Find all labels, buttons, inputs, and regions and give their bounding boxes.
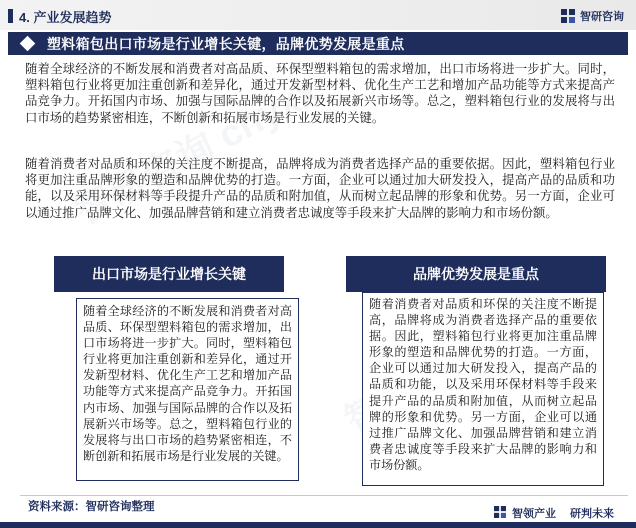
footer-divider xyxy=(20,495,628,496)
topic-banner xyxy=(8,32,628,55)
paragraph-brand-advantage: 随着消费者对品质和环保的关注度不断提高，品牌将成为消费者选择产品的重要依据。因此，塑料箱包行业将更加注重品牌形象的塑造和品牌优势的打造。一方面，企业可以通过加大研发投入，提高产品的品质和功能，以及采用环保材料等手段提升产品的品质和附加值，从而树立起品牌的形象和优势。另一方面，企业可以通过推广品牌文化、加强品牌营销和建立消费者忠诚度等手段来扩大品牌的影响力和市场份额。 xyxy=(25,157,615,220)
footer-strip xyxy=(0,522,636,528)
section-title-text: 4. 产业发展趋势 xyxy=(19,9,112,25)
left-column-header: 出口市场是行业增长关键 xyxy=(54,256,284,292)
section-marker xyxy=(8,9,13,23)
brand-name: 智研咨询 xyxy=(580,11,624,23)
brand xyxy=(561,7,624,25)
slogan-right: 研判未来 xyxy=(570,508,614,520)
left-column-body: 随着全球经济的不断发展和消费者对高品质、环保型塑料箱包的需求增加，出口市场将进一步扩大。同时，塑料箱包行业将更加注重创新和差异化，通过开发新型材料、优化生产工艺和增加产品功能等方式来提高产品竞争力。开拓国内市场、加强与国际品牌的合作以及拓展新兴市场等。总之，塑料箱包行业的发展将与出口市场的趋势紧密相连，不断创新和拓展市场是行业发展的关键。 xyxy=(76,298,299,481)
brand-logo-icon xyxy=(494,506,508,520)
footer-slogan xyxy=(494,505,614,521)
section-title xyxy=(8,7,111,25)
banner-title: 塑料箱包出口市场是行业增长关键，品牌优势发展是重点 xyxy=(47,35,405,52)
brand-logo-icon xyxy=(561,9,575,23)
right-column-body: 随着消费者对品质和环保的关注度不断提高，品牌将成为消费者选择产品的重要依据。因此，塑料箱包行业将更加注重品牌形象的塑造和品牌优势的打造。一方面，企业可以通过加大研发投入，提高产品的品质和功能，以及采用环保材料等手段来提升产品的品质和附加值，从而树立起品牌的形象和优势。另一方面，企业可以通过推广品牌文化、加强品牌营销和建立消费者忠诚度等手段来扩大品牌的影响力和市场份额。 xyxy=(362,292,604,486)
diamond-icon xyxy=(20,36,36,52)
right-column-header: 品牌优势发展是重点 xyxy=(346,256,606,292)
slogan-left: 智领产业 xyxy=(512,508,556,520)
source-note: 资料来源：智研咨询整理 xyxy=(28,501,155,513)
paragraph-export-market: 随着全球经济的不断发展和消费者对高品质、环保型塑料箱包的需求增加，出口市场将进一步扩大。同时，塑料箱包行业将更加注重创新和差异化，通过开发新型材料、优化生产工艺和增加产品功能等方式来提高产品竞争力。开拓国内市场、加强与国际品牌的合作以及拓展新兴市场等。总之，塑料箱包行业的发展将与出口市场的趋势紧密相连，不断创新和拓展市场是行业发展的关键。 xyxy=(25,62,615,125)
